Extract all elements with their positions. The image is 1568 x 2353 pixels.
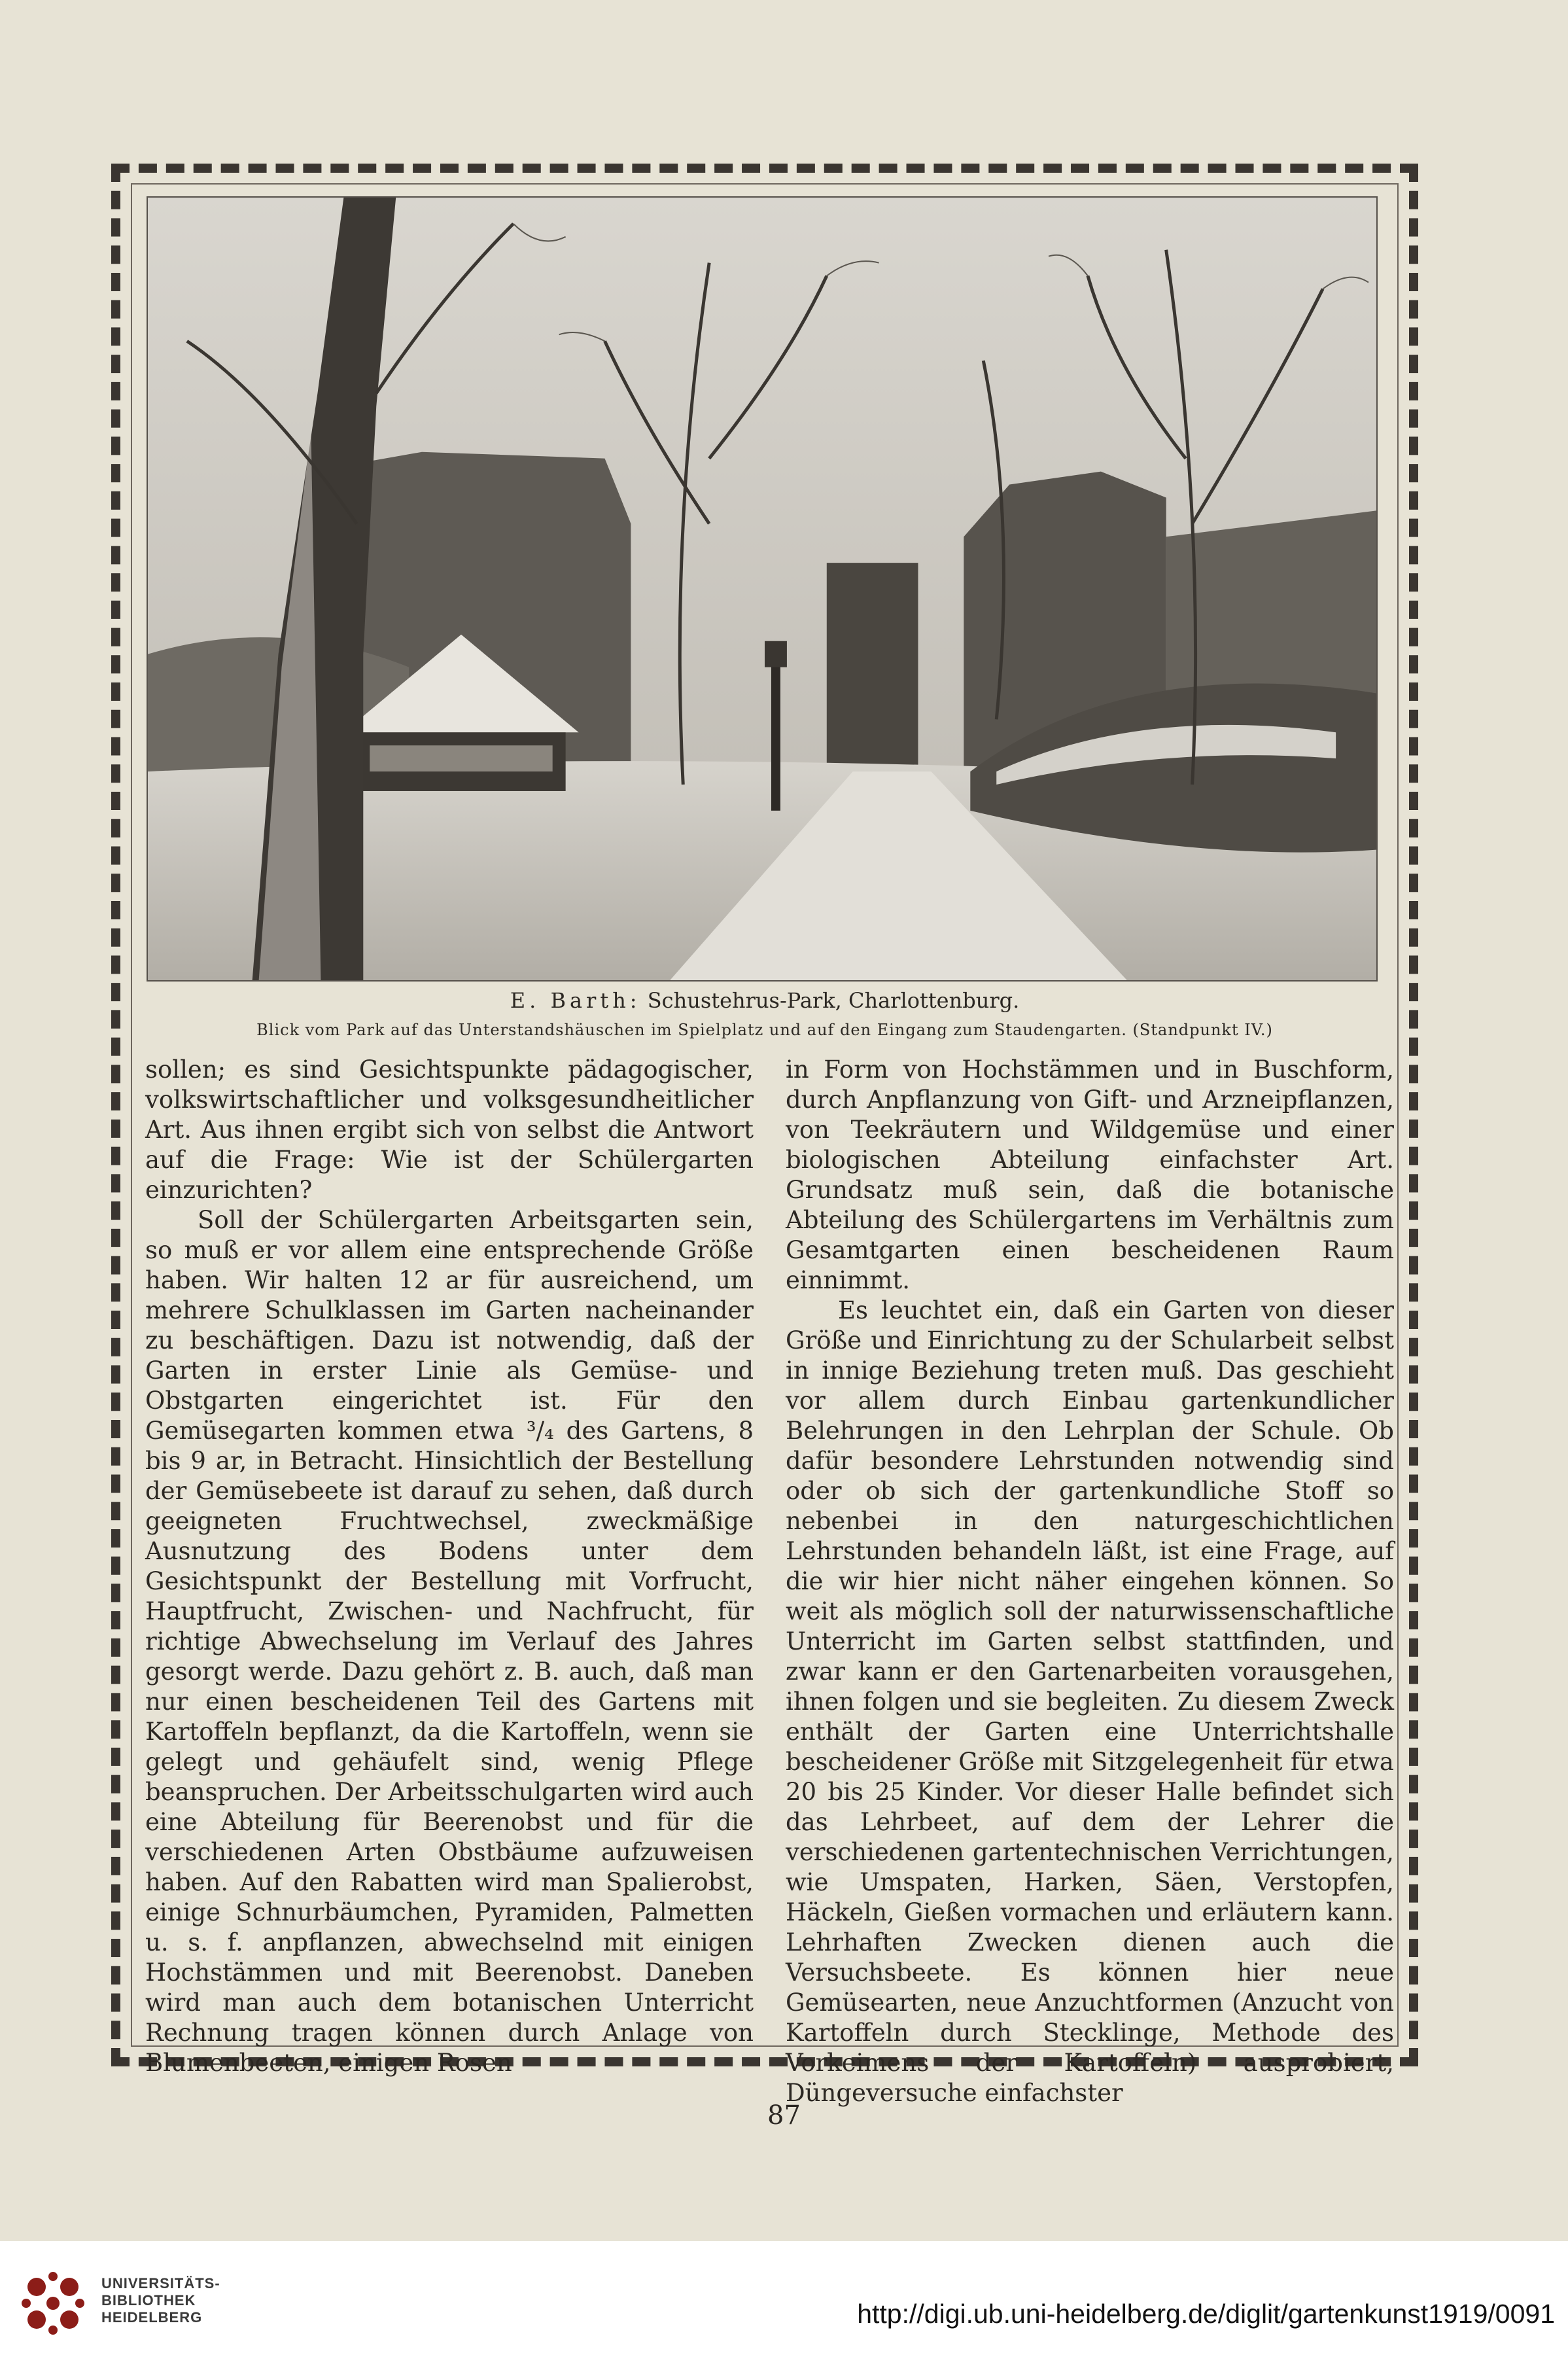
library-name-line-2: BIBLIOTHEK [101,2292,196,2309]
right-paragraph-1: in Form von Hochstämmen und in Buschform, durch Anpflanzung von Gift- und Arzneipflanzen, von Teekräutern und Wildgemüse und einer biologischen Abteilung einfachster Art. Grundsatz muß sein, daß die botanische Abteilung des Schülergartens im Verhältnis zum Gesamtgarten einen bescheidenen Raum einnimmt. [786,1055,1394,1294]
text-column-right [786,1055,1394,2107]
photo-caption-description: Blick vom Park auf das Unterstandshäuschen im Spielplatz und auf den Eingang zum Staudengarten. (Standpunkt IV.) [256,1021,1273,1039]
library-name-line-1: UNIVERSITÄTS- [101,2275,220,2291]
university-library-logo-icon [17,2267,89,2339]
caption-author: E. Barth: [510,988,641,1013]
viewer-footer-bar [0,2241,1568,2353]
text-column-left [145,1055,754,2077]
document-url-link[interactable]: http://digi.ub.uni-heidelberg.de/diglit/gartenkunst1919/0091 [857,2299,1555,2329]
caption-title: Schustehrus-Park, Charlottenburg. [647,988,1020,1013]
right-paragraph-2: Es leuchtet ein, daß ein Garten von dieser Größe und Einrichtung zu der Schularbeit selbst in innige Beziehung treten muß. Das geschieht vor allem durch Einbau gartenkundlicher Belehrungen in den Lehrplan der Schule. Ob dafür besondere Lehrstunden notwendig sind oder ob sich der gartenkundliche Stoff so nebenbei in den naturgeschichtlichen Lehrstunden behandeln läßt, ist eine Frage, auf die wir hier nicht näher eingehen können. So weit als möglich soll der naturwissenschaftliche Unterricht im Garten selbst stattfinden, und zwar kann er den Gartenarbeiten vorausgehen, ihnen folgen und sie begleiten. Zu diesem Zweck enthält der Garten eine Unterrichtshalle bescheidener Größe mit Sitzgelegenheit für etwa 20 bis 25 Kinder. Vor dieser Halle befindet sich das Lehrbeet, auf dem der Lehrer die verschiedenen gartentechnischen Verrichtungen, wie Umspaten, Harken, Säen, Verstopfen, Häckeln, Gießen vormachen und erläutern kann. Lehrhaften Zwecken dienen auch die Versuchsbeete. Es können hier neue Gemüsearten, neue Anzuchtformen (Anzucht von Kartoffeln durch Stecklinge, Methode des Vorkeimens der Kartoffeln) ausprobiert, Düngeversuche einfachster [786,1296,1394,2107]
park-winter-photograph [147,196,1378,982]
left-paragraph-2: Soll der Schülergarten Arbeitsgarten sein, so muß er vor allem eine entsprechende Größe haben. Wir halten 12 ar für ausreichend, um mehrere Schulklassen im Garten nacheinander zu beschäftigen. Dazu ist notwendig, daß der Garten in erster Linie als Gemüse- und Obstgarten eingerichtet ist. Für den Gemüsegarten kommen etwa ³/₄ des Gartens, 8 bis 9 ar, in Betracht. Hinsichtlich der Bestellung der Gemüsebeete ist darauf zu sehen, daß durch geeigneten Fruchtwechsel, zweckmäßige Ausnutzung des Bodens unter dem Gesichtspunkt der Bestellung mit Vorfrucht, Hauptfrucht, Zwischen- und Nachfrucht, für richtige Abwechselung im Verlauf des Jahres gesorgt werde. Dazu gehört z. B. auch, daß man nur einen bescheidenen Teil des Gartens mit Kartoffeln bepflanzt, da die Kartoffeln, wenn sie gelegt und gehäufelt sind, wenig Pflege beanspruchen. Der Arbeitsschulgarten wird auch eine Abteilung für Beerenobst und für die verschiedenen Arten Obstbäume aufzuweisen haben. Auf den Rabatten wird man Spalierobst, einige Schnurbäumchen, Pyramiden, Palmetten u. s. f. anpflanzen, abwechselnd mit einigen Hochstämmen und mit Beerenobst. Daneben wird man auch dem botanischen Unterricht Rechnung tragen können durch Anlage von Blumenbeeten, einigen Rosen [145,1206,754,2077]
library-name-line-3: HEIDELBERG [101,2309,203,2326]
left-paragraph-1: sollen; es sind Gesichtspunkte pädagogischer, volkswirtschaftlicher und volksgesundheitlicher Art. Aus ihnen ergibt sich von selbst die Antwort auf die Frage: Wie ist der Schülergarten einzurichten? [145,1055,754,1204]
page-number: 87 [767,2100,801,2131]
photo-caption [131,988,1399,1013]
library-name [101,2275,220,2326]
